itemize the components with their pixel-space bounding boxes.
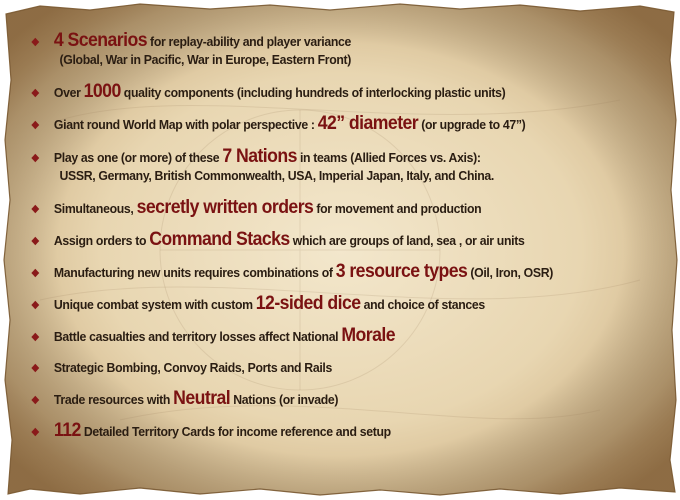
- highlight-text: 12-sided dice: [255, 293, 361, 314]
- highlight-text: 1000: [83, 81, 121, 102]
- feature-item-scenarios: [26, 32, 612, 69]
- feature-item-trade: [26, 390, 612, 409]
- feature-subtext: USSR, Germany, British Commonwealth, USA, Imperial Japan, Italy, and China.: [59, 168, 494, 183]
- diamond-bullet-icon: [31, 154, 39, 162]
- feature-text: Manufacturing new units requires combinations of: [53, 265, 336, 280]
- highlight-text: secretly written orders: [136, 197, 314, 218]
- feature-text: Over: [53, 85, 84, 100]
- feature-text: Nations (or invade): [230, 392, 339, 407]
- diamond-bullet-icon: [31, 332, 39, 340]
- highlight-text: 112: [53, 420, 81, 441]
- diamond-bullet-icon: [31, 204, 39, 212]
- feature-text: Detailed Territory Cards for income reference and setup: [80, 424, 391, 439]
- diamond-bullet-icon: [31, 395, 39, 403]
- feature-text: and choice of stances: [360, 297, 485, 312]
- diamond-bullet-icon: [31, 427, 39, 435]
- feature-text: Play as one (or more) of these: [53, 150, 223, 165]
- feature-subtext: (Global, War in Pacific, War in Europe, Eastern Front): [59, 52, 352, 67]
- diamond-bullet-icon: [31, 120, 39, 128]
- feature-list: [26, 32, 656, 441]
- highlight-text: Morale: [341, 325, 395, 346]
- feature-text: in teams (Allied Forces vs. Axis):: [296, 150, 481, 165]
- feature-text: Unique combat system with custom: [53, 297, 256, 312]
- feature-item-morale: [26, 327, 612, 346]
- diamond-bullet-icon: [31, 364, 39, 372]
- diamond-bullet-icon: [31, 268, 39, 276]
- highlight-text: 4 Scenarios: [53, 30, 147, 51]
- highlight-text: Command Stacks: [149, 229, 290, 250]
- highlight-text: Neutral: [173, 388, 231, 409]
- feature-item-command-stacks: [26, 231, 612, 250]
- feature-text: for movement and production: [313, 201, 482, 216]
- feature-text: (Oil, Iron, OSR): [467, 265, 554, 280]
- highlight-text: 42” diameter: [317, 113, 419, 134]
- feature-item-territory-cards: [26, 422, 612, 441]
- feature-text: quality components (including hundreds of interlocking plastic units): [120, 85, 506, 100]
- feature-text: Battle casualties and territory losses affect National: [53, 329, 342, 344]
- diamond-bullet-icon: [31, 236, 39, 244]
- feature-item-orders: [26, 199, 612, 218]
- feature-text: Strategic Bombing, Convoy Raids, Ports and Rails: [53, 360, 332, 375]
- diamond-bullet-icon: [31, 88, 39, 96]
- feature-text: Simultaneous,: [53, 201, 137, 216]
- feature-item-resources: [26, 263, 612, 282]
- feature-text: which are groups of land, sea , or air units: [289, 233, 525, 248]
- feature-text: for replay-ability and player variance: [146, 34, 352, 49]
- feature-text: Assign orders to: [53, 233, 150, 248]
- feature-item-components: [26, 83, 612, 102]
- diamond-bullet-icon: [31, 300, 39, 308]
- feature-item-nations: [26, 148, 612, 185]
- feature-item-dice: [26, 295, 612, 314]
- feature-text: (or upgrade to 47”): [418, 117, 526, 132]
- diamond-bullet-icon: [31, 38, 39, 46]
- highlight-text: 3 resource types: [335, 261, 468, 282]
- feature-item-world-map: [26, 115, 612, 134]
- feature-item-bombing: [26, 359, 612, 377]
- feature-text: Giant round World Map with polar perspective :: [53, 117, 318, 132]
- feature-text: Trade resources with: [53, 392, 174, 407]
- highlight-text: 7 Nations: [222, 146, 297, 167]
